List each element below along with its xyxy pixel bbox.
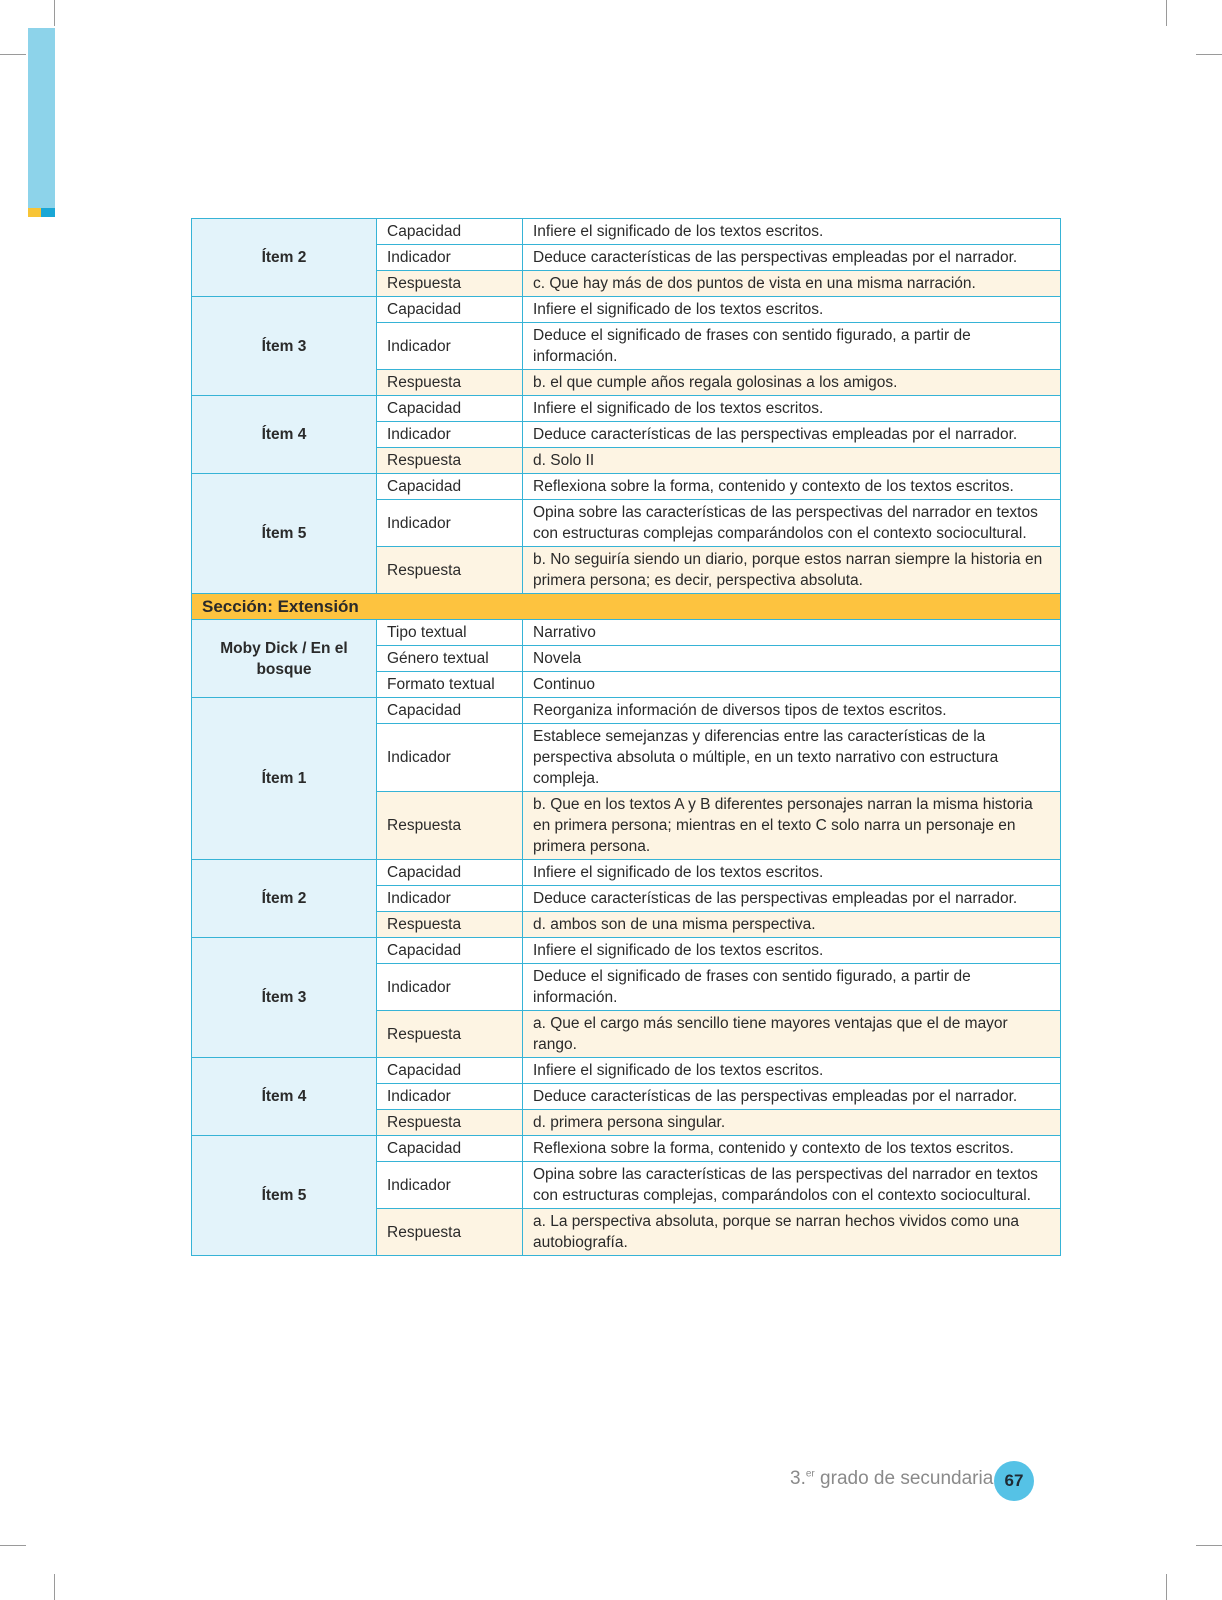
item-name-cell: Ítem 2 bbox=[192, 860, 377, 938]
crop-mark bbox=[0, 54, 26, 55]
crop-mark bbox=[0, 1545, 26, 1546]
row-value-cell: Opina sobre las características de las perspectivas del narrador en textos con estructuras complejas, comparándolos con el contexto sociocultural. bbox=[523, 1162, 1061, 1209]
row-label-cell: Indicador bbox=[377, 964, 523, 1011]
row-label-cell: Capacidad bbox=[377, 297, 523, 323]
side-color-bar bbox=[28, 28, 55, 208]
row-value-cell: Deduce el significado de frases con sentido figurado, a partir de información. bbox=[523, 964, 1061, 1011]
row-value-cell: Narrativo bbox=[523, 620, 1061, 646]
row-label-cell: Respuesta bbox=[377, 547, 523, 594]
row-value-cell: Continuo bbox=[523, 672, 1061, 698]
item-name-cell: Ítem 3 bbox=[192, 297, 377, 396]
row-label-cell: Capacidad bbox=[377, 219, 523, 245]
row-value-cell: c. Que hay más de dos puntos de vista en una misma narración. bbox=[523, 271, 1061, 297]
grade-ordinal: er bbox=[805, 1468, 815, 1480]
table-row bbox=[192, 620, 1061, 646]
grade-text: grado de secundaria bbox=[814, 1468, 994, 1489]
row-value-cell: b. No seguiría siendo un diario, porque estos narran siempre la historia en primera persona; es decir, perspectiva absoluta. bbox=[523, 547, 1061, 594]
row-label-cell: Capacidad bbox=[377, 474, 523, 500]
row-value-cell: Deduce características de las perspectivas empleadas por el narrador. bbox=[523, 1084, 1061, 1110]
item-name-cell: Ítem 1 bbox=[192, 698, 377, 860]
item-name-cell: Ítem 5 bbox=[192, 474, 377, 594]
row-label-cell: Capacidad bbox=[377, 698, 523, 724]
row-value-cell: Deduce características de las perspectivas empleadas por el narrador. bbox=[523, 422, 1061, 448]
crop-mark bbox=[1166, 0, 1167, 26]
row-label-cell: Tipo textual bbox=[377, 620, 523, 646]
section-header-row bbox=[192, 594, 1061, 620]
row-value-cell: d. primera persona singular. bbox=[523, 1110, 1061, 1136]
answer-key-table bbox=[191, 218, 1061, 1256]
row-value-cell: Infiere el significado de los textos escritos. bbox=[523, 860, 1061, 886]
row-value-cell: Infiere el significado de los textos escritos. bbox=[523, 396, 1061, 422]
crop-mark bbox=[54, 1574, 55, 1600]
row-value-cell: Deduce características de las perspectivas empleadas por el narrador. bbox=[523, 245, 1061, 271]
table-row bbox=[192, 698, 1061, 724]
row-label-cell: Respuesta bbox=[377, 1110, 523, 1136]
page-number-badge bbox=[994, 1461, 1034, 1501]
row-label-cell: Indicador bbox=[377, 1162, 523, 1209]
row-label-cell: Indicador bbox=[377, 323, 523, 370]
row-label-cell: Indicador bbox=[377, 886, 523, 912]
row-label-cell: Respuesta bbox=[377, 448, 523, 474]
row-value-cell: Infiere el significado de los textos escritos. bbox=[523, 219, 1061, 245]
crop-mark bbox=[54, 0, 55, 26]
grade-label bbox=[790, 1468, 993, 1490]
row-value-cell: Deduce características de las perspectivas empleadas por el narrador. bbox=[523, 886, 1061, 912]
row-label-cell: Capacidad bbox=[377, 860, 523, 886]
row-label-cell: Indicador bbox=[377, 724, 523, 792]
row-value-cell: Reflexiona sobre la forma, contenido y contexto de los textos escritos. bbox=[523, 1136, 1061, 1162]
table-row bbox=[192, 219, 1061, 245]
row-value-cell: Infiere el significado de los textos escritos. bbox=[523, 938, 1061, 964]
row-value-cell: Reorganiza información de diversos tipos de textos escritos. bbox=[523, 698, 1061, 724]
row-label-cell: Respuesta bbox=[377, 912, 523, 938]
table-row bbox=[192, 1136, 1061, 1162]
row-value-cell: Infiere el significado de los textos escritos. bbox=[523, 1058, 1061, 1084]
row-value-cell: b. el que cumple años regala golosinas a los amigos. bbox=[523, 370, 1061, 396]
row-value-cell: d. ambos son de una misma perspectiva. bbox=[523, 912, 1061, 938]
page-number: 67 bbox=[1004, 1471, 1024, 1490]
row-label-cell: Respuesta bbox=[377, 1011, 523, 1058]
crop-mark bbox=[1196, 54, 1222, 55]
row-value-cell: Opina sobre las características de las perspectivas del narrador en textos con estructuras complejas comparándolos con el contexto sociocultural. bbox=[523, 500, 1061, 547]
row-label-cell: Respuesta bbox=[377, 1209, 523, 1256]
row-value-cell: b. Que en los textos A y B diferentes personajes narran la misma historia en primera persona; mientras en el texto C solo narra un personaje en primera persona. bbox=[523, 792, 1061, 860]
row-label-cell: Indicador bbox=[377, 245, 523, 271]
item-name-cell: Ítem 4 bbox=[192, 1058, 377, 1136]
row-label-cell: Indicador bbox=[377, 1084, 523, 1110]
item-name-cell: Ítem 2 bbox=[192, 219, 377, 297]
item-name-cell: Ítem 4 bbox=[192, 396, 377, 474]
row-label-cell: Formato textual bbox=[377, 672, 523, 698]
row-label-cell: Capacidad bbox=[377, 1058, 523, 1084]
row-label-cell: Indicador bbox=[377, 500, 523, 547]
row-label-cell: Capacidad bbox=[377, 396, 523, 422]
row-label-cell: Capacidad bbox=[377, 938, 523, 964]
row-label-cell: Respuesta bbox=[377, 370, 523, 396]
item-name-cell: Moby Dick / En el bosque bbox=[192, 620, 377, 698]
row-value-cell: d. Solo II bbox=[523, 448, 1061, 474]
side-color-strip-blue bbox=[41, 208, 55, 217]
grade-number: 3. bbox=[790, 1468, 806, 1489]
side-color-strip-yellow bbox=[28, 208, 41, 217]
row-label-cell: Respuesta bbox=[377, 792, 523, 860]
row-value-cell: Deduce el significado de frases con sentido figurado, a partir de información. bbox=[523, 323, 1061, 370]
row-value-cell: Reflexiona sobre la forma, contenido y contexto de los textos escritos. bbox=[523, 474, 1061, 500]
row-label-cell: Género textual bbox=[377, 646, 523, 672]
crop-mark bbox=[1196, 1545, 1222, 1546]
item-name-cell: Ítem 5 bbox=[192, 1136, 377, 1256]
table-row bbox=[192, 1058, 1061, 1084]
row-value-cell: Establece semejanzas y diferencias entre las características de la perspectiva absoluta o múltiple, en un texto narrativo con estructura compleja. bbox=[523, 724, 1061, 792]
table-row bbox=[192, 860, 1061, 886]
row-value-cell: Infiere el significado de los textos escritos. bbox=[523, 297, 1061, 323]
row-value-cell: a. Que el cargo más sencillo tiene mayores ventajas que el de mayor rango. bbox=[523, 1011, 1061, 1058]
row-value-cell: a. La perspectiva absoluta, porque se narran hechos vividos como una autobiografía. bbox=[523, 1209, 1061, 1256]
table-row bbox=[192, 297, 1061, 323]
row-label-cell: Capacidad bbox=[377, 1136, 523, 1162]
row-value-cell: Novela bbox=[523, 646, 1061, 672]
section-title: Sección: Extensión bbox=[192, 594, 1061, 620]
crop-mark bbox=[1166, 1574, 1167, 1600]
table-row bbox=[192, 396, 1061, 422]
row-label-cell: Indicador bbox=[377, 422, 523, 448]
table-row bbox=[192, 938, 1061, 964]
item-name-cell: Ítem 3 bbox=[192, 938, 377, 1058]
row-label-cell: Respuesta bbox=[377, 271, 523, 297]
table-row bbox=[192, 474, 1061, 500]
